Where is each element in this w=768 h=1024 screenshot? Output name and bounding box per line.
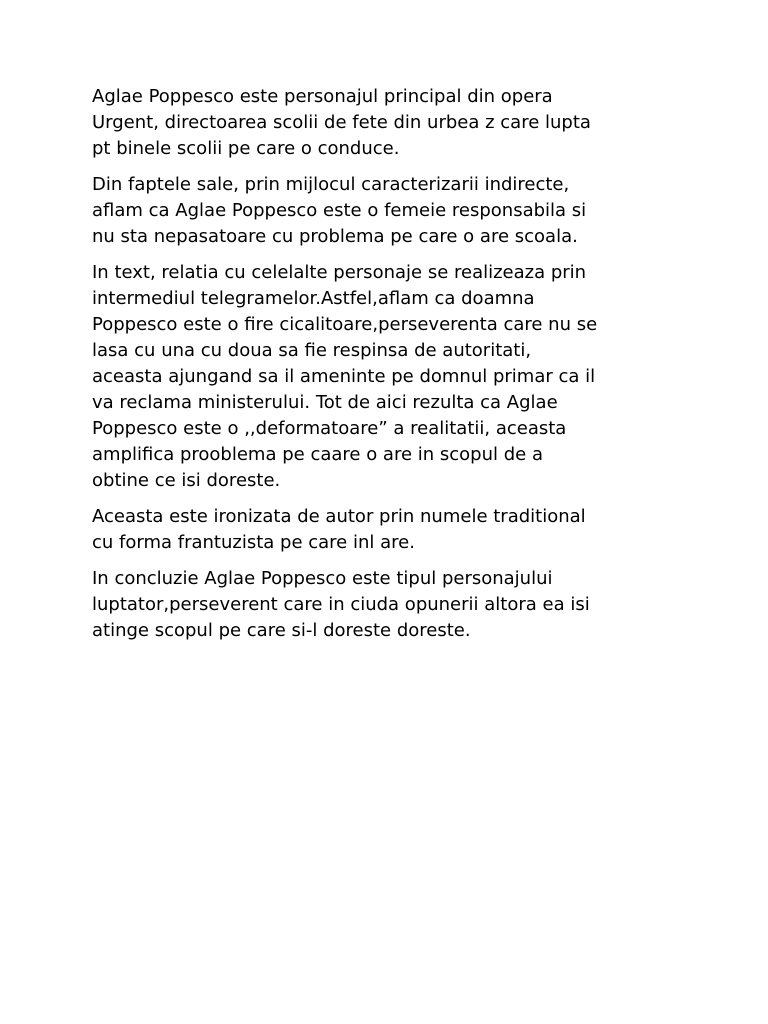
paragraph-3 xyxy=(92,260,692,494)
paragraph-line: atinge scopul pe care si-l doreste doreste. xyxy=(92,620,471,641)
paragraph-line: va reclama ministerului. Tot de aici rezulta ca Aglae xyxy=(92,392,558,413)
document-body xyxy=(92,84,692,654)
paragraph-line: intermediul telegramelor.Astfel,aflam ca doamna xyxy=(92,288,535,309)
paragraph-1 xyxy=(92,84,692,162)
paragraph-4 xyxy=(92,504,692,556)
paragraph-2 xyxy=(92,172,692,250)
paragraph-line: aflam ca Aglae Poppesco este o femeie responsabila si xyxy=(92,200,587,221)
paragraph-line: Aceasta este ironizata de autor prin numele traditional xyxy=(92,506,586,527)
paragraph-line: Poppesco este o fire cicalitoare,perseverenta care nu se xyxy=(92,314,598,335)
paragraph-line: cu forma frantuzista pe care inl are. xyxy=(92,532,415,553)
paragraph-5 xyxy=(92,566,692,644)
paragraph-line: obtine ce isi doreste. xyxy=(92,470,281,491)
paragraph-line: Din faptele sale, prin mijlocul caracterizarii indirecte, xyxy=(92,174,570,195)
paragraph-line: Aglae Poppesco este personajul principal din opera xyxy=(92,86,553,107)
paragraph-line: nu sta nepasatoare cu problema pe care o are scoala. xyxy=(92,226,578,247)
paragraph-line: Urgent, directoarea scolii de fete din urbea z care lupta xyxy=(92,112,591,133)
paragraph-line: aceasta ajungand sa il ameninte pe domnul primar ca il xyxy=(92,366,596,387)
paragraph-line: pt binele scolii pe care o conduce. xyxy=(92,138,400,159)
paragraph-line: lasa cu una cu doua sa fie respinsa de autoritati, xyxy=(92,340,532,361)
paragraph-line: In concluzie Aglae Poppesco este tipul personajului xyxy=(92,568,553,589)
paragraph-line: luptator,perseverent care in ciuda opunerii altora ea isi xyxy=(92,594,590,615)
paragraph-line: amplifica prooblema pe caare o are in scopul de a xyxy=(92,444,543,465)
paragraph-line: Poppesco este o ,,deformatoare” a realitatii, aceasta xyxy=(92,418,567,439)
paragraph-line: In text, relatia cu celelalte personaje se realizeaza prin xyxy=(92,262,587,283)
